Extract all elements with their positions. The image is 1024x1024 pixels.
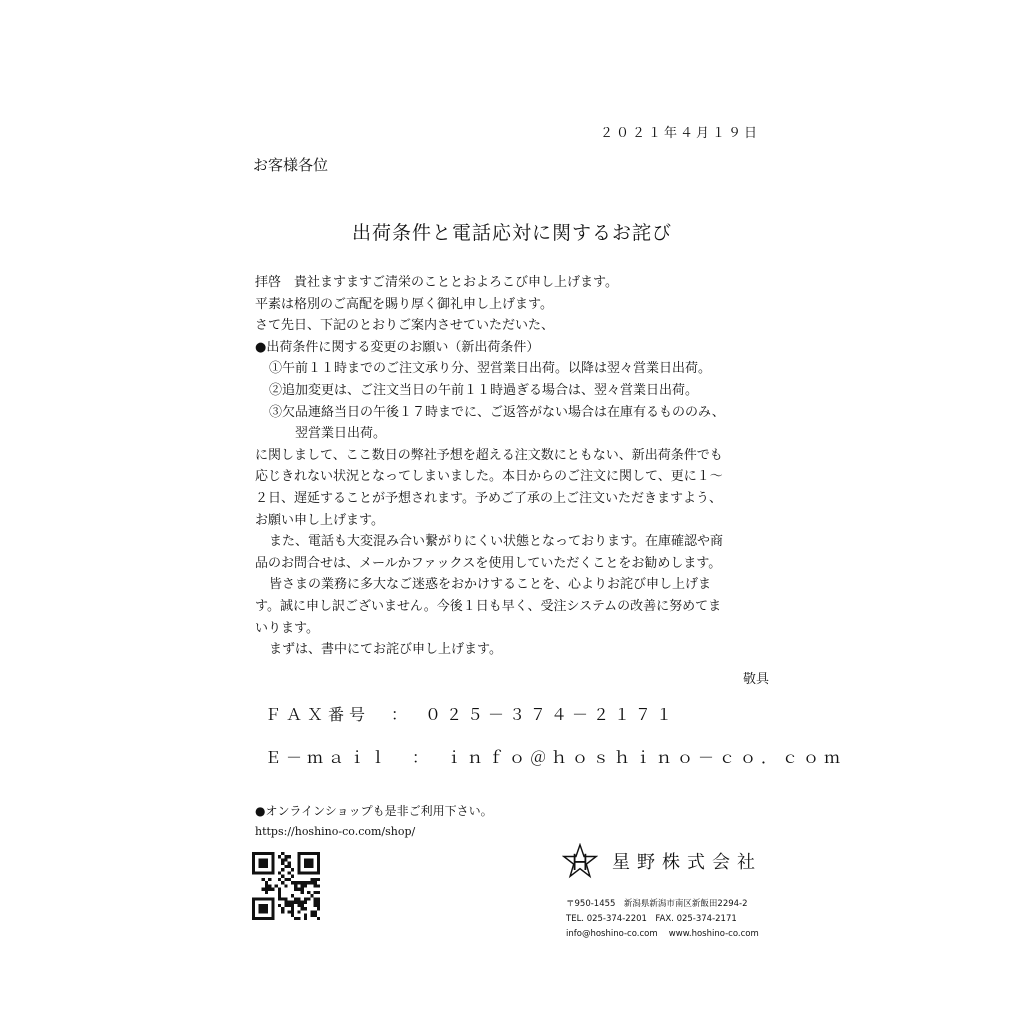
body-line: 応じきれない状況となってしまいました。本日からのご注文に関して、更に１～ [255, 469, 723, 485]
body-line: に関しまして、ここ数日の弊社予想を超える注文数にともない、新出荷条件でも [255, 447, 723, 463]
addressee: お客様各位 [253, 156, 329, 174]
star-logo-icon [562, 843, 598, 879]
body-line: ①午前１１時までのご注文承り分、翌営業日出荷。以降は翌々営業日出荷。 [269, 361, 712, 377]
body-line: す。誠に申し訳ございません。今後１日も早く、受注システムの改善に努めてま [255, 598, 722, 614]
company-name: 星野株式会社 [612, 852, 762, 873]
page-title: 出荷条件と電話応対に関するお詫び [351, 222, 672, 244]
body-line: ２日、遅延することが予想されます。予めご了承の上ご注文いただきますよう、 [255, 490, 722, 506]
body-line: さて先日、下記のとおりご案内させていただいた、 [255, 318, 555, 334]
company-web: info@hoshino-co.com www.hoshino-co.com [566, 929, 759, 939]
body-line: 翌営業日出荷。 [295, 426, 387, 442]
body-line: また、電話も大変混み合い繋がりにくい状態となっております。在庫確認や商 [269, 534, 723, 550]
online-shop-link[interactable]: https://hoshino-co.com/shop/ [255, 825, 416, 838]
body-line: 皆さまの業務に多大なご迷惑をおかけすることを、心よりお詫び申し上げま [269, 577, 712, 593]
body-line: 拝啓 貴社ますますご清栄のこととおよろこび申し上げます。 [255, 275, 618, 290]
body-line: 平素は格別のご高配を賜り厚く御礼申し上げます。 [255, 296, 553, 312]
body-line: お願い申し上げます。 [255, 512, 384, 528]
email-address: Ｅ－ｍａｉｌ ： ｉｎｆｏ＠ｈｏｓｈｉｎｏ－ｃｏ．ｃｏｍ [265, 748, 846, 767]
body-line: いります。 [255, 620, 319, 636]
body-line: ②追加変更は、ご注文当日の午前１１時過ぎる場合は、翌々営業日出荷。 [269, 382, 699, 398]
online-shop-note: ●オンラインショップも是非ご利用下さい。 [255, 804, 493, 818]
company-tel-fax: TEL. 025-374-2201 FAX. 025-374-2171 [566, 914, 737, 924]
company-address: 〒950-1455 新潟県新潟市南区新飯田2294-2 [566, 899, 748, 909]
letter-date: ２０２１年４月１９日 [600, 126, 761, 141]
body-line: ●出荷条件に関する変更のお願い（新出荷条件） [255, 339, 540, 355]
body-line: 品のお問合せは、メールかファックスを使用していただくことをお勧めします。 [255, 555, 722, 571]
letter-body [255, 272, 785, 661]
body-line: まずは、書中にてお詫び申し上げます。 [269, 642, 502, 658]
closing-word: 敬具 [742, 672, 769, 687]
body-line: ③欠品連絡当日の午後１７時までに、ご返答がない場合は在庫有るもののみ、 [269, 404, 725, 420]
fax-number: ＦＡＸ番号 ： ０２５－３７４－２１７１ [265, 705, 678, 724]
qr-code-icon [252, 852, 320, 920]
